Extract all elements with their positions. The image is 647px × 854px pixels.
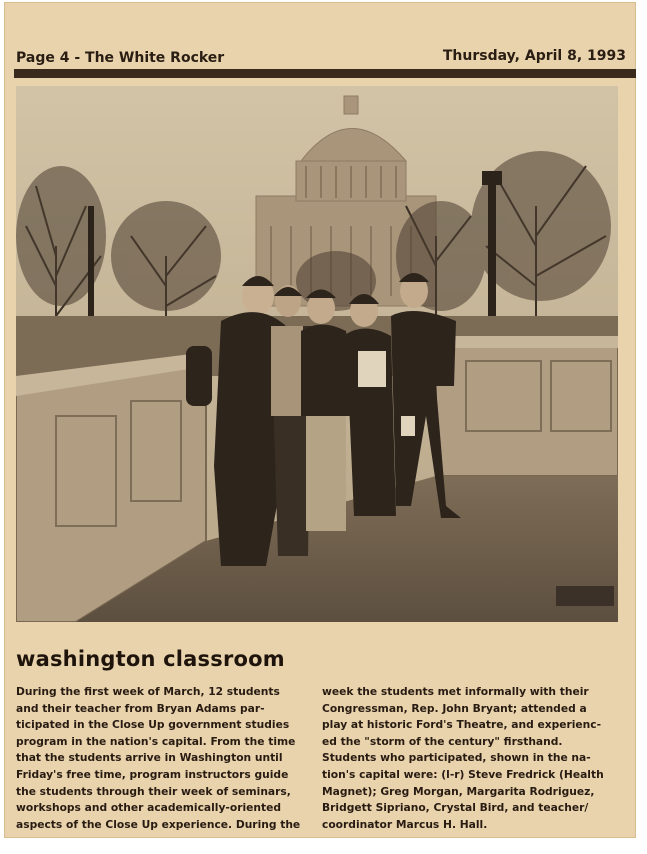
article-line: coordinator Marcus H. Hall. [322,817,488,831]
issue-date: Thursday, April 8, 1993 [442,48,626,64]
article-line: Congressman, Rep. John Bryant; attended a [322,701,587,715]
article-line: Friday's free time, program instructors guide [16,767,289,781]
article-line: workshops and other academically-oriented [16,801,282,815]
article-line: week the students met informally with their [322,685,589,698]
article-line: Bridgett Sipriano, Crystal Bird, and teacher/ [322,801,589,815]
article-line: tion's capital were: (l-r) Steve Fredrick (Health [322,767,604,781]
article-line: Students who participated, shown in the na- [322,751,591,765]
article-line: and their teacher from Bryan Adams par- [16,701,265,715]
article-line: the students through their week of seminars, [16,784,291,798]
article-line: that the students arrive in Washington until [16,751,283,765]
article-line: ticipated in the Close Up government studies [16,718,290,732]
article-column-right [322,684,622,833]
header-rule [14,69,636,78]
article-line: aspects of the Close Up experience. During the [16,817,301,831]
article-line: ed the "storm of the century" firsthand. [322,734,563,748]
article-column-left [16,684,316,833]
capitol-group-photo [16,86,618,622]
page-header [14,48,634,70]
article-line: play at historic Ford's Theatre, and experienc- [322,718,602,732]
article-line: program in the nation's capital. From the time [16,734,296,748]
page-number-and-paper: Page 4 - The White Rocker [16,50,225,66]
article-line: During the first week of March, 12 students [16,685,280,698]
article-headline: washington classroom [16,647,285,671]
article-line: Magnet); Greg Morgan, Margarita Rodriguez, [322,784,595,798]
